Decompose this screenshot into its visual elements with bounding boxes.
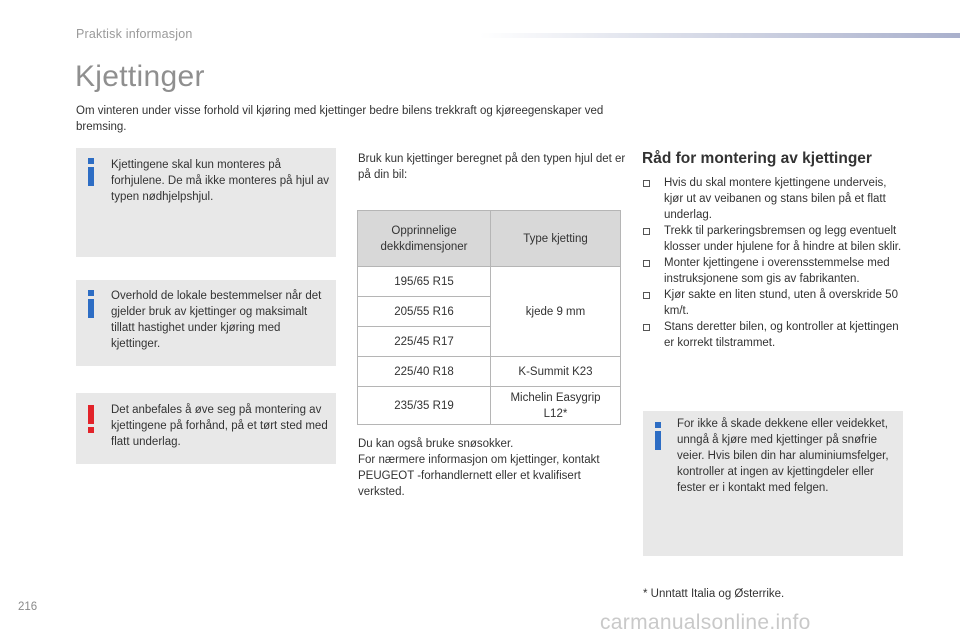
checkbox-bullet-icon [643,228,650,235]
note-text: Det anbefales å øve seg på montering av kjettingene på forhånd, på et tørt sted med flatt underlag. [111,404,328,448]
advice-text: Kjør sakte en liten stund, uten å overskride 50 km/t. [664,289,898,317]
list-item [642,223,907,255]
advice-list [642,175,907,351]
list-item [642,319,907,351]
note-text: Kjettingene skal kun monteres på forhjulene. De må ikke monteres på hjul av typen nødhjelpshjul. [111,159,329,203]
page-number: 216 [18,601,38,613]
checkbox-bullet-icon [643,180,650,187]
note-text: For ikke å skade dekkene eller veidekket, unngå å kjøre med kjettinger på snøfrie veier. Hvis bilen din har aluminiumsfelger, kontroller at ingen av kjettingdeler eller fester er i kontakt med felgen. [677,418,889,494]
info-note-box [76,280,336,366]
advice-text: Hvis du skal montere kjettingene underveis, kjør ut av veibanen og stans bilen på et flatt underlag. [664,177,887,221]
footnote: * Unntatt Italia og Østerrike. [643,588,785,600]
advice-heading: Råd for montering av kjettinger [642,150,872,167]
list-item [642,287,907,319]
table-cell-tyre: 235/35 R19 [358,387,491,425]
watermark: carmanualsonline.info [600,611,811,634]
table-cell-chain: kjede 9 mm [491,267,621,357]
table-row [358,387,621,425]
info-note-box [643,411,903,556]
table-row [358,267,621,297]
checkbox-bullet-icon [643,260,650,267]
extra-info [358,436,628,500]
table-cell-tyre: 225/45 R17 [358,327,491,357]
dealer-contact-text: For nærmere informasjon om kjettinger, kontakt PEUGEOT -forhandlernett eller et kvalifisert verksted. [358,454,600,498]
info-icon [655,422,661,450]
table-intro: Bruk kun kjettinger beregnet på den typen hjul det er på din bil: [358,153,626,181]
advice-text: Trekk til parkeringsbremsen og legg eventuelt klosser under hjulene for å hindre at bilen sklir. [664,225,902,253]
list-item [642,175,907,223]
info-note-box [76,148,336,257]
advice-text: Monter kjettingene i overensstemmelse med instruksjonene som gis av fabrikanten. [664,257,890,285]
table-header-tyre: Opprinnelige dekkdimensjoner [358,211,491,267]
checkbox-bullet-icon [643,324,650,331]
checkbox-bullet-icon [643,292,650,299]
intro-paragraph: Om vinteren under visse forhold vil kjøring med kjettinger bedre bilens trekkraft og kjøreegenskaper ved bremsing. [76,105,604,133]
info-icon [88,158,94,186]
warning-icon [88,405,94,433]
table-row [358,357,621,387]
list-item [642,255,907,287]
table-cell-tyre: 195/65 R15 [358,267,491,297]
info-icon [88,290,94,318]
advice-text: Stans deretter bilen, og kontroller at kjettingen er korrekt tilstrammet. [664,321,899,349]
chains-table [357,210,621,425]
chain-type-text: Michelin Easygrip L12* [510,391,601,420]
table-cell-tyre: 205/55 R16 [358,297,491,327]
page-title: Kjettinger [75,60,205,93]
table-cell-chain [491,387,621,425]
table-cell-tyre: 225/40 R18 [358,357,491,387]
note-text: Overhold de lokale bestemmelser når det gjelder bruk av kjettinger og maksimalt tillatt hastighet under kjøring med kjettinger. [111,290,322,350]
section-header: Praktisk informasjon [76,27,193,41]
table-header-chain: Type kjetting [491,211,621,267]
table-cell-chain: K-Summit K23 [491,357,621,387]
header-divider [480,33,960,38]
warning-note-box [76,393,336,464]
snow-socks-text: Du kan også bruke snøsokker. [358,438,514,450]
